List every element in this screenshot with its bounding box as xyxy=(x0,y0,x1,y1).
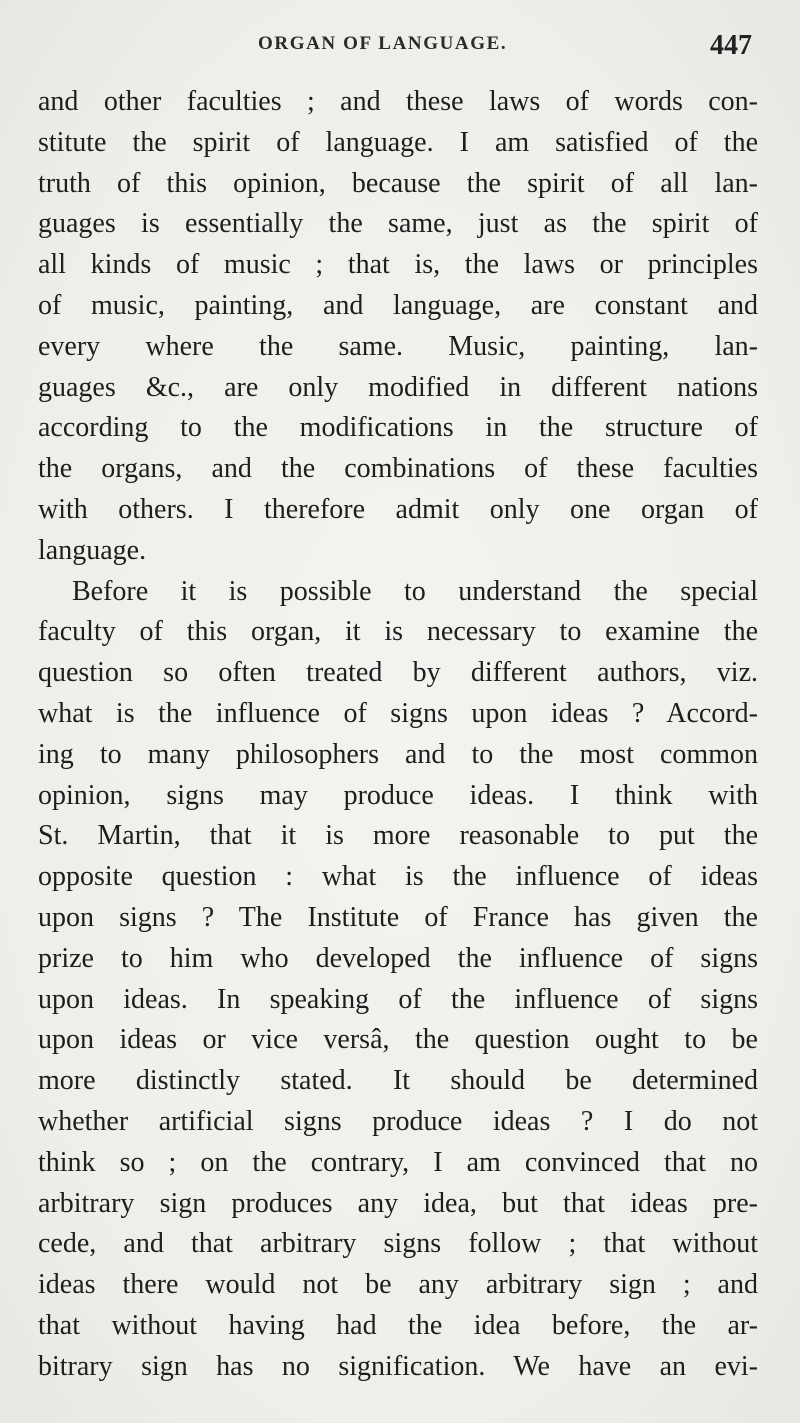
text-line: with others. I therefore admit only one organ of xyxy=(38,493,758,525)
text-line: ing to many philosophers and to the most common xyxy=(38,738,758,770)
text-line: all kinds of music ; that is, the laws or principles xyxy=(38,249,758,281)
text-line: of music, painting, and language, are constant and xyxy=(38,289,758,321)
text-line: upon ideas. In speaking of the influence of signs xyxy=(38,983,758,1015)
text-line: upon signs ? The Institute of France has given the xyxy=(38,901,758,933)
text-line: what is the influence of signs upon ideas ? Accord- xyxy=(38,697,758,729)
text-line: guages &c., are only modified in different nations xyxy=(38,371,758,403)
text-line: more distinctly stated. It should be determined xyxy=(38,1065,758,1097)
text-line: guages is essentially the same, just as the spirit of xyxy=(38,208,758,240)
text-line: whether artificial signs produce ideas ? I do not xyxy=(38,1105,758,1137)
text-line: faculty of this organ, it is necessary to examine the xyxy=(38,616,758,648)
text-line: Before it is possible to understand the special xyxy=(72,575,758,607)
body-text xyxy=(38,82,758,1388)
page-number: 447 xyxy=(710,30,752,61)
text-line: stitute the spirit of language. I am satisfied of the xyxy=(38,126,758,158)
text-line: every where the same. Music, painting, lan- xyxy=(38,330,758,362)
text-line: upon ideas or vice versâ, the question ought to be xyxy=(38,1024,758,1056)
page-header xyxy=(0,30,800,63)
text-line: St. Martin, that it is more reasonable to put the xyxy=(38,820,758,852)
text-line: truth of this opinion, because the spirit of all lan- xyxy=(38,167,758,199)
text-line: that without having had the idea before, the ar- xyxy=(38,1309,758,1341)
text-line: prize to him who developed the influence of signs xyxy=(38,942,758,974)
text-line: cede, and that arbitrary signs follow ; that without xyxy=(38,1228,758,1260)
text-line: bitrary sign has no signification. We have an evi- xyxy=(38,1350,758,1382)
text-line: think so ; on the contrary, I am convinced that no xyxy=(38,1146,758,1178)
text-line: the organs, and the combinations of these faculties xyxy=(38,453,758,485)
text-line: question so often treated by different authors, viz. xyxy=(38,657,758,689)
text-line: opposite question : what is the influence of ideas xyxy=(38,861,758,893)
text-line: according to the modifications in the structure of xyxy=(38,412,758,444)
running-head: ORGAN OF LANGUAGE. xyxy=(258,33,508,54)
text-line: and other faculties ; and these laws of words con- xyxy=(38,86,758,117)
text-line: opinion, signs may produce ideas. I think with xyxy=(38,779,758,811)
text-line: ideas there would not be any arbitrary sign ; and xyxy=(38,1269,758,1301)
text-line: language. xyxy=(38,534,147,566)
text-line: arbitrary sign produces any idea, but that ideas pre- xyxy=(38,1187,758,1219)
